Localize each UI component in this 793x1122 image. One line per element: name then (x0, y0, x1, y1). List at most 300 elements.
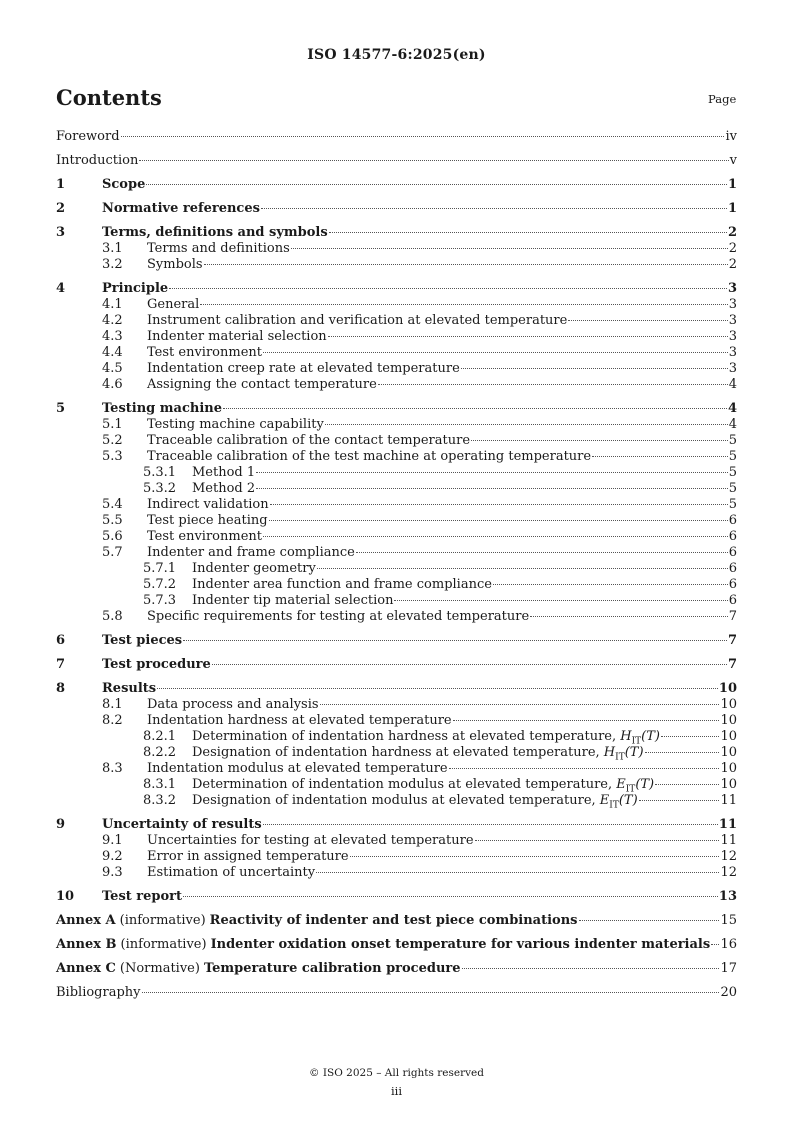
dot-leader (200, 304, 727, 305)
toc-entry-label[interactable] (56, 937, 710, 953)
toc-entry-page: 12 (720, 849, 737, 864)
toc-entry-number: 5.5 (102, 513, 123, 528)
toc-entry-title: Scope (102, 177, 146, 192)
toc-entry-text (192, 793, 737, 814)
toc-entry-text (102, 681, 737, 697)
toc-entry[interactable] (56, 561, 737, 577)
toc-entry-title: Determination of indentation hardness at elevated temperature, (192, 729, 621, 744)
toc-entry[interactable] (56, 313, 737, 329)
annex-qualifier: (Normative) (119, 961, 200, 976)
toc-entry-label[interactable] (56, 153, 138, 169)
page-column-label: Page (708, 92, 737, 106)
toc-entry[interactable] (56, 257, 737, 273)
toc-entry[interactable] (56, 577, 737, 593)
toc-entry-number: 2 (56, 201, 66, 216)
toc-entry-text (56, 985, 737, 1001)
toc-entry-number: 5.1 (102, 417, 123, 432)
toc-entry-title: Indenter and frame compliance (147, 545, 355, 560)
toc-entry-text (147, 433, 737, 449)
toc-entry-number: 7 (56, 657, 66, 672)
toc-entry-text (56, 913, 737, 929)
toc-entry-number: 8.2.2 (143, 745, 177, 760)
toc-entry-page: 3 (727, 281, 737, 296)
dot-leader (661, 736, 719, 737)
toc-entry-label[interactable] (147, 241, 290, 257)
annex-qualifier: (informative) (119, 913, 206, 928)
dot-leader (204, 264, 728, 265)
toc-entry-text (147, 865, 737, 881)
toc-entry-page: 4 (727, 401, 737, 416)
toc-entry-label[interactable] (102, 889, 182, 905)
toc-entry-title: Data process and analysis (147, 697, 319, 712)
toc-entry-number: 5.7.2 (143, 577, 177, 592)
toc-entry-page: 5 (728, 497, 737, 512)
toc-entry-number: 1 (56, 177, 66, 192)
toc-entry[interactable] (56, 129, 737, 145)
toc-entry-text (147, 849, 737, 865)
toc-entry[interactable] (56, 593, 737, 609)
toc-entry-label[interactable] (147, 297, 199, 313)
toc-entry[interactable] (56, 225, 737, 241)
toc-entry-text (147, 761, 737, 777)
toc-entry-number: 10 (56, 889, 75, 904)
dot-leader (183, 640, 727, 641)
toc-entry-page: 2 (728, 241, 737, 256)
toc-entry[interactable] (56, 345, 737, 361)
toc-entry-page: 17 (720, 961, 737, 976)
toc-entry-label[interactable] (147, 449, 591, 465)
toc-entry-label[interactable] (102, 633, 182, 649)
toc-entry-page: 12 (720, 865, 737, 880)
toc-entry-text (192, 593, 737, 609)
toc-entry-title: Testing machine (102, 401, 222, 416)
dot-leader (378, 384, 728, 385)
toc-entry-label[interactable] (147, 865, 315, 881)
dot-leader (711, 944, 719, 945)
toc-entry[interactable] (56, 497, 737, 513)
toc-entry[interactable] (56, 377, 737, 393)
toc-entry[interactable] (56, 713, 737, 729)
toc-entry-page: 11 (718, 817, 737, 832)
toc-entry-text (147, 833, 737, 849)
toc-entry-page: 6 (728, 545, 737, 560)
toc-entry-page: 6 (728, 593, 737, 608)
toc-entry-label[interactable] (56, 913, 578, 929)
toc-entry[interactable] (56, 433, 737, 449)
toc-entry-title: Symbols (147, 257, 203, 272)
toc-entry-text (56, 961, 737, 977)
toc-entry-text (147, 497, 737, 513)
math-subscript: IT (625, 784, 636, 795)
toc-entry[interactable] (56, 729, 737, 745)
toc-entry[interactable] (56, 961, 737, 977)
toc-entry-number: 4.3 (102, 329, 123, 344)
toc-entry-label[interactable] (192, 793, 638, 814)
toc-entry[interactable] (56, 417, 737, 433)
toc-entry-title: Indentation creep rate at elevated temperature (147, 361, 460, 376)
dot-leader (316, 872, 719, 873)
toc-entry-text (147, 345, 737, 361)
toc-entry-title: Traceable calibration of the contact temperature (147, 433, 471, 448)
dot-leader (169, 288, 727, 289)
toc-entry-title: Results (102, 681, 157, 696)
toc-entry[interactable] (56, 697, 737, 713)
toc-entry[interactable] (56, 449, 737, 465)
toc-entry-label[interactable] (147, 345, 262, 361)
toc-entry-number: 5.3.1 (143, 465, 177, 480)
toc-entry[interactable] (56, 329, 737, 345)
toc-entry-label[interactable] (192, 577, 492, 593)
dot-leader (579, 920, 720, 921)
toc-entry-page: 10 (720, 729, 737, 744)
toc-entry-page: 3 (728, 329, 737, 344)
toc-entry-label[interactable] (147, 529, 262, 545)
math-subscript: IT (609, 800, 619, 811)
dot-leader (142, 992, 720, 993)
toc-entry-page: 7 (727, 657, 737, 672)
toc-entry-title: Error in assigned temperature (147, 849, 349, 864)
toc-entry-title: Determination of indentation modulus at elevated temperature, (192, 777, 617, 792)
toc-entry-label[interactable] (147, 417, 324, 433)
toc-entry-text (102, 817, 737, 833)
dot-leader (394, 600, 727, 601)
toc-entry-label[interactable] (147, 433, 470, 449)
toc-entry-label[interactable] (102, 281, 168, 297)
dot-leader (270, 504, 728, 505)
toc-entry[interactable] (56, 201, 737, 217)
dot-leader (655, 784, 719, 785)
toc-entry[interactable] (56, 681, 737, 697)
toc-entry-label[interactable] (147, 713, 452, 729)
toc-entry-label[interactable] (102, 401, 222, 417)
toc-entry[interactable] (56, 361, 737, 377)
annex-title: Indenter oxidation onset temperature for various indenter materials (210, 937, 711, 952)
toc-entry-text (192, 561, 737, 577)
dot-leader (568, 320, 727, 321)
toc-entry[interactable] (56, 545, 737, 561)
toc-entry-title: Method 1 (192, 465, 256, 480)
dot-leader (592, 456, 728, 457)
dot-leader (146, 184, 727, 185)
toc-entry-number: 5 (56, 401, 66, 416)
toc-entry-title: Test piece heating (147, 513, 268, 528)
dot-leader (223, 408, 727, 409)
math-symbol: H (603, 745, 616, 760)
toc-entry-title: Uncertainties for testing at elevated temperature (147, 833, 474, 848)
dot-leader (645, 752, 720, 753)
toc-entry-page: 11 (720, 833, 737, 848)
math-symbol: E (616, 777, 626, 792)
math-argument: (T) (641, 729, 660, 744)
toc-entry[interactable] (56, 761, 737, 777)
dot-leader (462, 968, 720, 969)
math-symbol: E (599, 793, 610, 808)
toc-entry-label[interactable] (147, 313, 567, 329)
toc-entry[interactable] (56, 481, 737, 497)
toc-entry-page: 6 (728, 513, 737, 528)
toc-entry-text (56, 129, 737, 145)
dot-leader (269, 520, 728, 521)
toc-entry-title: Indenter area function and frame compliance (192, 577, 492, 592)
toc-entry-number: 5.7 (102, 545, 123, 560)
toc-entry-page: 10 (720, 761, 737, 776)
dot-leader (471, 440, 728, 441)
toc-entry-page: 11 (720, 793, 737, 808)
toc-entry-title: Designation of indentation hardness at elevated temperature, (192, 745, 604, 760)
toc-entry-page: 1 (727, 177, 737, 192)
toc-entry-text (102, 177, 737, 193)
dot-leader (530, 616, 728, 617)
toc-entry-title: Terms, definitions and symbols (102, 225, 328, 240)
toc-entry-label[interactable] (192, 465, 255, 481)
toc-entry-label[interactable] (56, 985, 141, 1001)
dot-leader (263, 352, 728, 353)
math-symbol: H (620, 729, 632, 744)
toc-entry[interactable] (56, 529, 737, 545)
toc-entry[interactable] (56, 865, 737, 881)
toc-entry-title: Testing machine capability (147, 417, 324, 432)
math-argument: (T) (635, 777, 655, 792)
toc-entry[interactable] (56, 793, 737, 809)
toc-entry-page: 6 (728, 577, 737, 592)
toc-entry[interactable] (56, 745, 737, 761)
toc-entry-text (192, 577, 737, 593)
toc-entry-text (56, 937, 737, 953)
toc-entry[interactable] (56, 913, 737, 929)
toc-entry[interactable] (56, 657, 737, 673)
toc-entry[interactable] (56, 633, 737, 649)
toc-entry-text (102, 401, 737, 417)
dot-leader (325, 424, 728, 425)
toc-entry-page: 10 (720, 713, 737, 728)
dot-leader (121, 136, 725, 137)
dot-leader (639, 800, 720, 801)
toc-entry-page: 7 (728, 609, 737, 624)
toc-entry-page: 16 (720, 937, 737, 952)
toc-entry-text (147, 361, 737, 377)
dot-leader (261, 208, 727, 209)
toc-entry-text (147, 329, 737, 345)
toc-entry-page: 15 (720, 913, 737, 928)
annex-label: Annex C (56, 961, 116, 976)
toc-entry-page: 5 (728, 481, 737, 496)
toc-entry[interactable] (56, 849, 737, 865)
dot-leader (157, 688, 718, 689)
dot-leader (291, 248, 728, 249)
toc-entry-title: Test environment (147, 345, 262, 360)
toc-entry-number: 3 (56, 225, 66, 240)
toc-entry-number: 8.2 (102, 713, 123, 728)
toc-entry-label[interactable] (147, 833, 474, 849)
dot-leader (350, 856, 720, 857)
toc-entry[interactable] (56, 817, 737, 833)
toc-entry-number: 3.2 (102, 257, 123, 272)
toc-entry-title: Designation of indentation modulus at elevated temperature, (192, 793, 600, 808)
annex-title: Temperature calibration procedure (203, 961, 461, 976)
toc-entry-page: 5 (728, 449, 737, 464)
toc-entry-text (147, 417, 737, 433)
toc-entry[interactable] (56, 153, 737, 169)
toc-entry-title: Test environment (147, 529, 262, 544)
toc-entry-text (147, 545, 737, 561)
toc-entry-title: Indentation hardness at elevated temperature (147, 713, 452, 728)
dot-leader (263, 536, 728, 537)
table-of-contents (56, 129, 737, 1001)
toc-entry-label[interactable] (102, 201, 260, 217)
toc-entry-label[interactable] (147, 609, 529, 625)
toc-entry[interactable] (56, 833, 737, 849)
toc-entry-label[interactable] (147, 761, 448, 777)
toc-entry[interactable] (56, 401, 737, 417)
toc-entry-label[interactable] (147, 497, 269, 513)
toc-entry-title: Introduction (56, 153, 139, 168)
toc-entry-label[interactable] (56, 129, 120, 145)
toc-entry[interactable] (56, 985, 737, 1001)
toc-entry-number: 9.1 (102, 833, 123, 848)
toc-entry-number: 5.3.2 (143, 481, 177, 496)
toc-entry-text (102, 201, 737, 217)
toc-entry-text (102, 281, 737, 297)
toc-entry-page: 5 (728, 433, 737, 448)
toc-entry-title: Foreword (56, 129, 120, 144)
toc-entry-page: 6 (728, 561, 737, 576)
toc-entry-label[interactable] (147, 513, 268, 529)
toc-entry-title: Test pieces (102, 633, 183, 648)
toc-entry-number: 5.6 (102, 529, 123, 544)
toc-entry-label[interactable] (102, 177, 145, 193)
toc-entry-text (102, 633, 737, 649)
toc-entry-number: 8.3.1 (143, 777, 177, 792)
dot-leader (256, 488, 728, 489)
toc-entry-number: 5.7.1 (143, 561, 177, 576)
math-argument: (T) (624, 745, 644, 760)
toc-entry[interactable] (56, 889, 737, 905)
toc-entry-text (147, 513, 737, 529)
dot-leader (329, 232, 727, 233)
toc-entry-label[interactable] (147, 257, 203, 273)
toc-entry-title: Indirect validation (147, 497, 269, 512)
toc-entry-page: 2 (728, 257, 737, 272)
toc-entry-label[interactable] (192, 593, 393, 609)
toc-entry-title: Indenter tip material selection (192, 593, 394, 608)
toc-entry-text (102, 889, 737, 905)
toc-entry-page: 3 (728, 361, 737, 376)
toc-entry-title: Traceable calibration of the test machine at operating temperature (147, 449, 592, 464)
toc-entry-page: 2 (727, 225, 737, 240)
toc-entry-label[interactable] (192, 481, 255, 497)
dot-leader (356, 552, 728, 553)
toc-entry-text (147, 241, 737, 257)
dot-leader (263, 824, 718, 825)
toc-entry-number: 4.1 (102, 297, 123, 312)
toc-entry-label[interactable] (102, 817, 262, 833)
toc-entry-number: 8.1 (102, 697, 123, 712)
toc-entry-number: 4 (56, 281, 66, 296)
toc-entry[interactable] (56, 937, 737, 953)
dot-leader (453, 720, 720, 721)
toc-entry-title: Specific requirements for testing at elevated temperature (147, 609, 530, 624)
toc-entry-page: 13 (718, 889, 737, 904)
toc-entry[interactable] (56, 177, 737, 193)
page-number: iii (390, 1084, 403, 1098)
toc-entry-text (192, 465, 737, 481)
toc-entry-number: 4.6 (102, 377, 123, 392)
toc-entry-number: 3.1 (102, 241, 123, 256)
toc-entry-number: 5.7.3 (143, 593, 177, 608)
toc-entry[interactable] (56, 777, 737, 793)
toc-entry-number: 9.2 (102, 849, 123, 864)
toc-entry-number: 9 (56, 817, 66, 832)
dot-leader (320, 704, 720, 705)
toc-entry-number: 9.3 (102, 865, 123, 880)
dot-leader (256, 472, 728, 473)
toc-entry-text (147, 697, 737, 713)
toc-entry-text (147, 313, 737, 329)
toc-entry-title: Indenter geometry (192, 561, 316, 576)
toc-entry-label[interactable] (147, 361, 460, 377)
toc-entry-label[interactable] (192, 561, 316, 577)
toc-entry-label[interactable] (102, 225, 328, 241)
toc-entry[interactable] (56, 609, 737, 625)
toc-entry[interactable] (56, 281, 737, 297)
toc-entry-number: 8.3 (102, 761, 123, 776)
toc-entry-label[interactable] (102, 681, 156, 697)
dot-leader (449, 768, 720, 769)
toc-entry-page: iv (725, 129, 737, 144)
toc-entry-label[interactable] (147, 545, 355, 561)
toc-entry[interactable] (56, 465, 737, 481)
toc-entry-page: 10 (720, 777, 737, 792)
annex-qualifier: (informative) (120, 937, 207, 952)
contents-title: Contents (56, 85, 162, 110)
annex-label: Annex A (56, 913, 116, 928)
toc-entry-page: 6 (728, 529, 737, 544)
toc-entry-title: Test procedure (102, 657, 211, 672)
toc-entry-label[interactable] (147, 377, 377, 393)
document-id-header: ISO 14577-6:2025(en) (307, 47, 486, 63)
toc-entry-label[interactable] (102, 657, 211, 673)
toc-entry-page: v (729, 153, 737, 168)
toc-entry-text (102, 225, 737, 241)
toc-entry-page: 20 (720, 985, 737, 1000)
toc-entry-label[interactable] (56, 961, 461, 977)
toc-entry-page: 10 (718, 681, 737, 696)
dot-leader (328, 336, 728, 337)
dot-leader (212, 664, 727, 665)
annex-label: Annex B (56, 937, 117, 952)
toc-entry-page: 3 (728, 297, 737, 312)
toc-entry-title: Terms and definitions (147, 241, 290, 256)
toc-entry-label[interactable] (147, 329, 327, 345)
math-subscript: IT (615, 752, 625, 763)
toc-entry-number: 8.2.1 (143, 729, 177, 744)
toc-entry[interactable] (56, 241, 737, 257)
toc-entry-title: Principle (102, 281, 169, 296)
toc-entry[interactable] (56, 513, 737, 529)
toc-entry-label[interactable] (147, 849, 349, 865)
toc-entry-number: 5.8 (102, 609, 123, 624)
dot-leader (139, 160, 728, 161)
toc-entry-title: Indentation modulus at elevated temperature (147, 761, 448, 776)
toc-entry-text (147, 449, 737, 465)
toc-entry[interactable] (56, 297, 737, 313)
toc-entry-text (147, 377, 737, 393)
toc-entry-title: Indenter material selection (147, 329, 327, 344)
toc-entry-page: 3 (728, 313, 737, 328)
dot-leader (493, 584, 728, 585)
toc-entry-label[interactable] (147, 697, 319, 713)
math-argument: (T) (618, 793, 638, 808)
